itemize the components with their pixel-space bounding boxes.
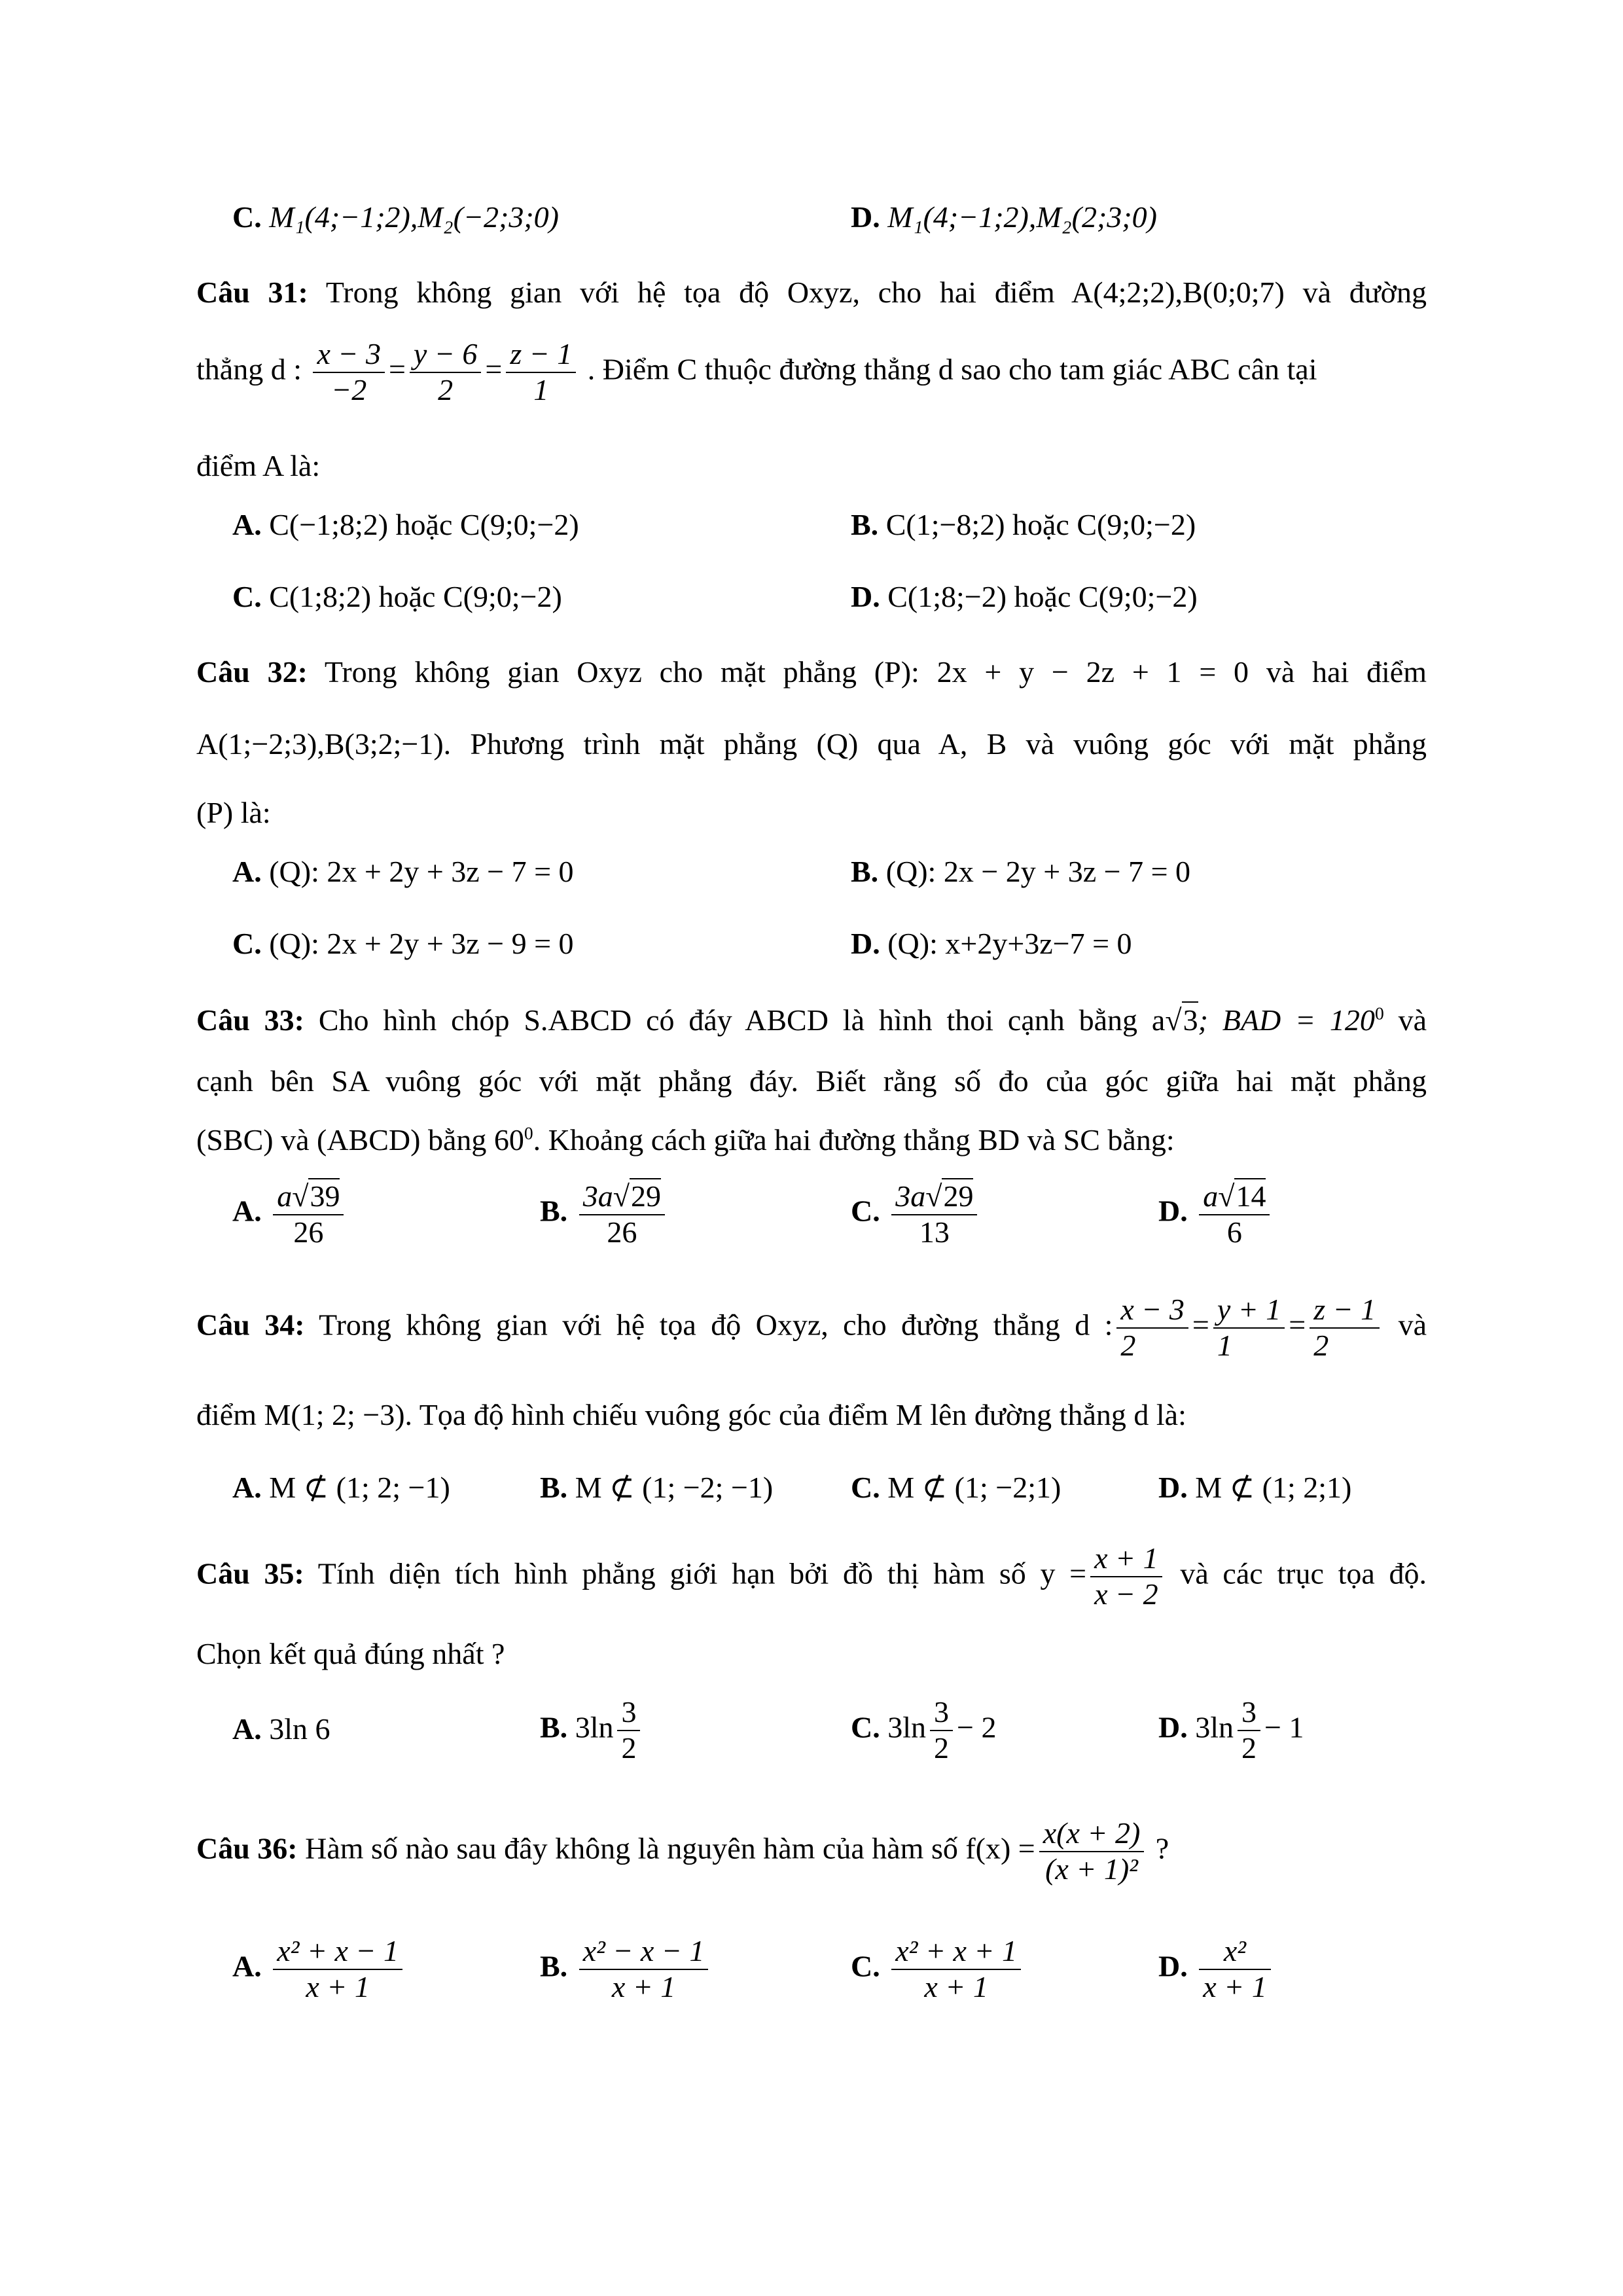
question-label: Câu 32: (196, 655, 308, 689)
q34-option-c (851, 1469, 1061, 1505)
superscript: 0 (524, 1122, 533, 1143)
numerator: z − 1 (506, 337, 576, 373)
coefficient: a (277, 1179, 293, 1213)
fraction (273, 1178, 344, 1250)
option-label: D. (1158, 1471, 1188, 1504)
radicand: 39 (310, 1179, 340, 1213)
fraction (410, 337, 481, 408)
q34-line-1: Câu 34: Trong không gian với hệ tọa độ Oxyz, cho đường thẳng d : $\frac{x - 3}{2}$ = $\frac{y + 1}{1}$ = $\frac{z - 1}{2}$ và (196, 1293, 1427, 1362)
numerator: x² + x − 1 (273, 1934, 402, 1970)
q36-option-a (232, 1934, 406, 2005)
q31-line-3: điểm A là: (196, 449, 321, 482)
denominator: 2 (934, 1731, 950, 1765)
q35-line-2: Chọn kết quả đúng nhất ? (196, 1637, 505, 1670)
option-text: M ⊄ (1; 2; −1) (269, 1471, 450, 1504)
fraction (1199, 1934, 1270, 2005)
numerator: 3 (930, 1695, 953, 1731)
q34-option-a (232, 1469, 450, 1505)
superscript: 0 (1374, 1003, 1384, 1024)
radicand: 14 (1236, 1179, 1266, 1213)
numerator (579, 1178, 665, 1215)
question-label: Câu 36: (196, 1831, 298, 1865)
q34-line-2: điểm M(1; 2; −3). Tọa độ hình chiếu vuông góc của điểm M lên đường thẳng d là: (196, 1398, 1186, 1431)
text-segment: (SBC) và (ABCD) bằng 60 (196, 1123, 524, 1157)
q32-line-1 (196, 655, 1427, 689)
option-label: C. (232, 580, 262, 613)
numerator (891, 1178, 977, 1215)
numerator: 3 (1238, 1695, 1260, 1731)
option-text: (Q): x+2y+3z−7 = 0 (887, 927, 1132, 960)
fraction (1238, 1695, 1260, 1766)
denominator: 2 (621, 1731, 637, 1765)
option-label: B. (540, 1194, 568, 1228)
q31-option-d (851, 579, 1198, 614)
q32-line-3: (P) là: (196, 796, 271, 829)
question-text: Trong không gian với hệ tọa độ Oxyz, cho hai điểm A(4;2;2),B(0;0;7) và đường (325, 276, 1427, 309)
text-segment: Tính diện tích hình phẳng giới hạn bởi đồ thị hàm số y = (317, 1556, 1087, 1590)
fraction (930, 1695, 953, 1766)
fraction (617, 1695, 640, 1766)
numerator: x² + x + 1 (891, 1934, 1021, 1970)
q33-line-2: cạnh bên SA vuông góc với mặt phẳng đáy. Biết rằng số đo của góc giữa hai mặt phẳng (196, 1064, 1427, 1098)
denominator: 1 (533, 372, 549, 406)
q30-option-c (232, 200, 559, 234)
fraction (579, 1178, 665, 1250)
text-segment: 3ln (887, 1710, 927, 1744)
denominator: x + 1 (306, 1969, 370, 2003)
denominator: (x + 1)² (1045, 1852, 1138, 1886)
denominator: 26 (293, 1215, 324, 1249)
option-text: M₁(4;−1;2),M₂(−2;3;0) (269, 200, 559, 234)
fraction (1039, 1816, 1145, 1887)
q34-option-d (1158, 1469, 1351, 1505)
q33-line-3 (196, 1122, 1427, 1157)
option-label: A. (232, 508, 262, 541)
denominator: x + 1 (611, 1969, 676, 2003)
fraction (891, 1178, 977, 1250)
option-text: M ⊄ (1; −2;1) (887, 1471, 1061, 1504)
coefficient: 3a (582, 1179, 613, 1213)
option-label: C. (851, 1194, 880, 1228)
fraction (1213, 1293, 1285, 1363)
q36-option-b (540, 1934, 712, 2005)
numerator: x² − x − 1 (579, 1934, 709, 1970)
radicand: 29 (630, 1179, 661, 1213)
denominator: 2 (438, 372, 454, 406)
fraction (1199, 1178, 1270, 1250)
sqrt-sign: √ (292, 1179, 309, 1213)
q35-line-1 (196, 1541, 1427, 1612)
q33-option-c (851, 1178, 981, 1250)
q31-option-a (232, 507, 579, 542)
option-label: C. (851, 1710, 880, 1744)
q31-option-b (851, 507, 1196, 542)
text-segment: 3ln (1195, 1710, 1234, 1744)
option-text: (Q): 2x − 2y + 3z − 7 = 0 (885, 855, 1191, 888)
option-label: D. (851, 580, 880, 613)
option-label: A. (232, 1949, 262, 1983)
denominator: x + 1 (1203, 1969, 1267, 2003)
question-label: Câu 35: (196, 1556, 304, 1590)
q31-line-2: thẳng d : $\frac{x - 3}{-2}$ = $\frac{y - 6}{2}$ = $\frac{z - 1}{1}$ . Điểm C thuộc đường thẳng d sao cho tam giác ABC cân tại (196, 337, 1317, 406)
q35-option-c (851, 1695, 996, 1766)
numerator: y + 1 (1213, 1293, 1285, 1329)
option-label: D. (1158, 1710, 1188, 1744)
option-label: A. (232, 1471, 262, 1504)
numerator: x(x + 2) (1039, 1816, 1145, 1852)
option-label: A. (232, 1712, 262, 1746)
denominator: 13 (919, 1215, 950, 1249)
denominator: 2 (1313, 1328, 1329, 1362)
numerator: x − 3 (313, 337, 384, 373)
option-text: C(1;−8;2) hoặc C(9;0;−2) (885, 508, 1196, 541)
numerator: y − 6 (410, 337, 481, 373)
option-label: B. (851, 508, 879, 541)
text-segment: 3ln (575, 1710, 614, 1744)
option-text: (Q): 2x + 2y + 3z − 7 = 0 (269, 855, 574, 888)
question-label: Câu 31: (196, 276, 308, 309)
numerator (1199, 1178, 1270, 1215)
option-text: M₁(4;−1;2),M₂(2;3;0) (887, 200, 1157, 234)
q32-option-c (232, 926, 574, 961)
text-segment: − 2 (957, 1710, 997, 1744)
denominator: 26 (607, 1215, 637, 1249)
text-segment: và các trục tọa độ. (1180, 1556, 1427, 1590)
fraction (891, 1934, 1021, 2005)
option-text: C(1;8;2) hoặc C(9;0;−2) (269, 580, 562, 613)
option-label: D. (1158, 1194, 1188, 1228)
option-text: C(−1;8;2) hoặc C(9;0;−2) (269, 508, 579, 541)
question-text: Trong không gian Oxyz cho mặt phẳng (P): 2x + y − 2z + 1 = 0 và hai điểm (324, 655, 1427, 689)
text-segment: thẳng d : (196, 352, 302, 386)
coefficient: a (1203, 1179, 1219, 1213)
text-segment: Trong không gian với hệ tọa độ Oxyz, cho đường thẳng d : (319, 1308, 1113, 1342)
denominator: x − 2 (1094, 1577, 1158, 1611)
q33-option-a (232, 1178, 348, 1250)
q33-option-b (540, 1178, 669, 1250)
numerator (273, 1178, 344, 1215)
q32-line-2: A(1;−2;3),B(3;2;−1). Phương trình mặt phẳng (Q) qua A, B và vuông góc với mặt phẳng (196, 727, 1427, 761)
numerator: x − 3 (1116, 1293, 1188, 1329)
fraction (1310, 1293, 1380, 1363)
q36-line-1 (196, 1816, 1427, 1887)
fraction (273, 1934, 402, 2005)
option-label: D. (851, 200, 880, 234)
denominator: 2 (1120, 1328, 1136, 1362)
q31-option-c (232, 579, 562, 614)
option-text: C(1;8;−2) hoặc C(9;0;−2) (887, 580, 1198, 613)
sqrt-sign: √ (1218, 1179, 1235, 1213)
radicand: 29 (943, 1179, 974, 1213)
option-label: A. (232, 855, 262, 888)
q35-option-b (540, 1695, 644, 1766)
denominator: −2 (331, 372, 367, 406)
option-label: B. (540, 1471, 568, 1504)
option-text: 3ln 6 (269, 1712, 330, 1746)
sqrt-sign: √ (1165, 1003, 1182, 1037)
numerator: x² (1199, 1934, 1270, 1970)
question-label: Câu 34: (196, 1308, 305, 1342)
text-segment: ; BAD = 120 (1198, 1003, 1375, 1037)
q30-option-d (851, 200, 1157, 234)
q33-option-d (1158, 1178, 1274, 1250)
option-text: M ⊄ (1; −2; −1) (575, 1471, 774, 1504)
numerator: z − 1 (1310, 1293, 1380, 1329)
option-label: C. (851, 1471, 880, 1504)
radicand: 3 (1182, 1001, 1198, 1037)
q36-option-c (851, 1934, 1025, 2005)
fraction (506, 337, 576, 408)
q31-line-1 (196, 275, 1427, 310)
text-segment: Cho hình chóp S.ABCD có đáy ABCD là hình thoi cạnh bằng a (318, 1003, 1166, 1037)
text-segment: và (1398, 1308, 1427, 1342)
option-text: M ⊄ (1; 2;1) (1195, 1471, 1352, 1504)
text-segment: . Điểm C thuộc đường thẳng d sao cho tam giác ABC cân tại (587, 352, 1317, 386)
option-text: (Q): 2x + 2y + 3z − 9 = 0 (269, 927, 574, 960)
option-label: C. (232, 200, 262, 234)
fraction (1090, 1541, 1162, 1612)
sqrt-sign: √ (613, 1179, 630, 1213)
fraction (1116, 1293, 1188, 1363)
option-label: C. (851, 1949, 880, 1983)
option-label: D. (1158, 1949, 1188, 1983)
question-label: Câu 33: (196, 1003, 304, 1037)
denominator: x + 1 (924, 1969, 988, 2003)
denominator: 6 (1226, 1215, 1242, 1249)
numerator: x + 1 (1090, 1541, 1162, 1577)
q35-option-d (1158, 1695, 1304, 1766)
numerator: 3 (617, 1695, 640, 1731)
text-segment: . Khoảng cách giữa hai đường thẳng BD và SC bằng: (533, 1123, 1175, 1157)
text-segment: − 1 (1264, 1710, 1304, 1744)
coefficient: 3a (895, 1179, 926, 1213)
q35-option-a (232, 1712, 330, 1746)
option-label: B. (540, 1949, 568, 1983)
q36-option-d (1158, 1934, 1275, 2005)
option-label: D. (851, 927, 880, 960)
q32-option-a (232, 854, 574, 889)
option-label: C. (232, 927, 262, 960)
option-label: A. (232, 1194, 262, 1228)
text-segment: Hàm số nào sau đây không là nguyên hàm của hàm số f(x) = (305, 1831, 1035, 1865)
q33-line-1 (196, 1001, 1427, 1037)
fraction (313, 337, 384, 408)
text-segment: ? (1155, 1831, 1169, 1865)
sqrt-sign: √ (925, 1179, 942, 1213)
option-label: B. (851, 855, 879, 888)
option-label: B. (540, 1710, 568, 1744)
text-segment: và (1383, 1003, 1427, 1037)
fraction (579, 1934, 709, 2005)
q32-option-b (851, 854, 1190, 889)
denominator: 1 (1217, 1328, 1232, 1362)
denominator: 2 (1241, 1731, 1257, 1765)
q34-option-b (540, 1469, 773, 1505)
q32-option-d (851, 926, 1132, 961)
